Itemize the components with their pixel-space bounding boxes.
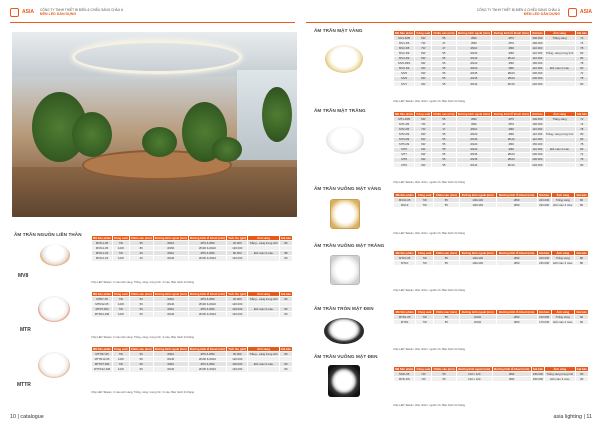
page-number-right: asia lighting | 11 [553,414,592,420]
table-row: MV1F-05 7W 55 130x130 Ø90 220.000 Trắng vàng 80 [394,198,589,203]
spec-table-mv1f: Mã Sản phẩm Công suất Chiều sáo (mm) Đường kính ngoài (mm) Đường kính lỗ khoét (mm) Giá bán Ánh sáng Giá bán MV1F-05 7W 55 130x130 Ø90 220.000 Trắng vàng 80 MV1F 7W 55 130x130 Ø90 230.000 Đổi màu 3 màu 80 [393,192,589,208]
table-row: MV8-2-05 12W 80 Ø150 Ø100 & Ø110 120.000 [92,246,293,251]
table-row: MTTR7-DM 7W 50 Ø110 Ø70 & Ø90 100.000 Đổi màu 3 màu 80 [92,362,293,367]
table-row: MT9 9W 55 Ø144 Ø110 220.000 80 [394,163,589,168]
white-downlight-icon [326,126,364,154]
section-note: Chip LED Taiwan, thân nhôm, nguồn rời. Bảo hành 24 tháng [393,232,465,235]
product-label: MV8 [18,273,29,279]
square-gold-downlight-icon [330,199,360,229]
logo-text: ASIA [22,9,34,15]
section-title: ÂM TRẦN TRÒN MẶT ĐEN [314,306,374,311]
table-row: MV8-1-05 7W 55 Ø110 Ø70 & Ø90 30.000 Trắng - vàng trung tính 80 [92,241,293,246]
square-white-downlight-icon [330,255,360,285]
table-row: MV4-D9 9W 55 Ø140 Ø110 110.000 80 [394,56,589,61]
table-row: MT1-D05 5W 55 Ø90 Ø70 100.000 Trắng vàng 72 [394,117,589,122]
table-row: MV1F 7W 55 130x130 Ø90 230.000 Đổi màu 3 màu 80 [394,203,589,208]
spec-table-mt: Mã Sản phẩm Công suất Chiều sáo (mm) Đường kính ngoài (mm) Đường kính lỗ khoét (mm) Giá bán Ánh sáng Giá bán MT1-D05 5W 55 Ø90 Ø70 100.000 Trắng vàng 72 MT1-D5 7W 47 Ø90 Ø76 100.000 72 MT2-D5 7W 47 Ø110 Ø90 110.000 78 MT2-D9 9W 55 Ø120 Ø90 110.000 Trắng, vàng trung tính 80 MT4-D9 9W 55 Ø140 Ø110 110.000 80 MT5-D9 9W 55 Ø120 Ø90 150.000 78 MT6 9W 55 Ø120 Ø90 110.000 Đổi màu 3 màu 80 MT7 9W 55 Ø135 Ø100 200.000 72 MT8 9W 55 Ø135 Ø100 200.000 78 MT9 9W 55 Ø144 Ø110 220.000 80 [395,111,587,167]
section-note: Chip LED Taiwan, thân nhôm, nguồn rời. Bảo hành 24 tháng [393,289,465,292]
downlight-icon [38,296,70,322]
product-note: Chip LED Taiwan. 3 màu ánh sáng: Trắng, vàng, trung tính. 3 màu, Bảo hành 24 tháng [91,281,195,284]
section-note: Chip LED Taiwan, thân nhôm, nguồn rời. Bảo hành 24 tháng [393,348,465,351]
page-number-left: 10 | catalogue [10,414,44,420]
black-round-downlight-icon [324,318,364,344]
table-row: MV1-D6 7W 47 Ø90 Ø76 300.000 72 [394,41,589,46]
table-row: MT4-D9 9W 55 Ø140 Ø110 110.000 80 [394,137,589,142]
downlight-icon [38,352,70,378]
logo-text: ASIA [580,9,592,15]
table-row: MV6-D9 9W 55 Ø120 Ø90 110.000 Đổi màu 3 màu 80 [394,66,589,71]
spec-table-mt1f: Mã Sản phẩm Công suất Chiều sáo (mm) Đường kính ngoài (mm) Đường kính lỗ khoét (mm) Giá bán Ánh sáng Giá bán MT1F-05 7W 55 130x130 Ø90 220.000 Trắng vàng 80 MT1F 7W 55 130x130 Ø90 230.000 Đổi màu 3 màu 80 [393,250,589,266]
section-note: Chip LED Taiwan, thân nhôm, nguồn rời. Bảo hành 24 tháng [393,100,465,103]
table-row: MVD-DS 7W 55 120 x 120 Ø90 180.000 Đổi màu 3 màu 80 [394,377,589,382]
brand-logo [10,8,34,17]
right-page [300,0,600,425]
black-square-downlight-icon [328,365,360,397]
section-title: ÂM TRẦN MẶT TRẮNG [314,108,366,113]
table-row: MV7 9W 55 Ø144 Ø110 220.000 80 [394,82,589,87]
product-label: MTTR [17,382,31,388]
table-row: MTR7-DM 7W 50 Ø110 Ø70 & Ø90 100.000 Đổi màu 3 màu 80 [92,307,293,312]
section-note: Chip LED Taiwan, thân nhôm, nguồn rời. Bảo hành 24 tháng [393,181,465,184]
table-row: MV2-D5 7W 47 Ø110 Ø90 110.000 78 [394,46,589,51]
section-title: ÂM TRẦN NGUỒN LIỀN THÂN [14,232,82,237]
page-header [40,8,123,16]
table-row: MT8 9W 55 Ø135 Ø100 200.000 78 [394,157,589,162]
table-row: MTR7-05 7W 50 Ø110 Ø70 & Ø90 30.000 Trắng - vàng trung tính 80 [92,297,293,302]
table-row: MV6 9W 55 Ø135 Ø100 200.000 78 [394,76,589,81]
table-row: MV5 9W 55 Ø135 Ø100 200.000 72 [394,71,589,76]
section-title: ÂM TRẦN MẶT VÀNG [314,28,363,33]
table-row: MV8-1-04 7W 46 Ø110 Ø70 & Ø90 80.000 Đổi màu 3 màu 88 [92,251,293,256]
table-row: MT2-D9 9W 55 Ø120 Ø90 110.000 Trắng, vàng trung tính 80 [394,132,589,137]
gold-downlight-icon [325,45,363,73]
spec-table-mttr: Mã Sản phẩm Công suất Chiều sáo (mm) Đường kính ngoài (mm) Đường kính lỗ khoét (mm) Tuổi thọ (giờ) Ánh sáng Giá bán MTTR7-05 7W 50 Ø110 Ø70 & Ø90 30.000 Trắng - vàng trung tính 80 MTTR12-05 12W 50 Ø140 Ø100 & Ø110 120.000 MTTR7-DM 7W 50 Ø110 Ø70 & Ø90 100.000 Đổi màu 3 màu 80 MTTR12-DM 12W 50 Ø140 Ø100 & Ø110 120.000 80 [93,346,292,371]
table-row: MV8-2-04 12W 40 Ø140 Ø100 & Ø110 120.000 80 [92,256,293,261]
section-title: ÂM TRẦN VUÔNG MẶT TRẮNG [314,243,385,248]
table-row: MT1F 7W 55 130x130 Ø90 230.000 Đổi màu 3 màu 80 [394,261,589,266]
brand-logo [568,8,592,17]
table-row: MV5-D9S 9W 55 Ø120 Ø90 150.000 78 [394,61,589,66]
table-row: MTR12-DM 12W 50 Ø140 Ø100 & Ø110 120.000 80 [92,312,293,317]
spec-table-mv: Mã Sản phẩm Công suất Chiều sáo (mm) Đường kính ngoài (mm) Đường kính lỗ khoét (mm) Giá bán Ánh sáng Giá bán MV1-D05 5W 55 Ø90 Ø70 300.000 Trắng vàng 72 MV1-D6 7W 47 Ø90 Ø76 300.000 72 MV2-D5 7W 47 Ø110 Ø90 110.000 78 MV2-D9 9W 55 Ø120 Ø90 110.000 Trắng, vàng trung tính 80 MV4-D9 9W 55 Ø140 Ø110 110.000 80 MV5-D9S 9W 55 Ø120 Ø90 150.000 78 MV6-D9 9W 55 Ø120 Ø90 110.000 Đổi màu 3 màu 80 MV5 9W 55 Ø135 Ø100 200.000 72 MV6 9W 55 Ø135 Ø100 200.000 78 MV7 9W 55 Ø144 Ø110 220.000 80 [395,30,587,86]
table-row: MTD1-05 7W 55 Ø132 Ø90 140.000 Trắng vàng 60 [394,315,589,320]
product-label: MTR [20,327,31,333]
spec-table-mtd: Mã Sản phẩm Công suất Chiều sáo (mm) Đường kính ngoài (mm) Đường kính lỗ khoét (mm) Giá bán Ánh sáng Giá bán MTD1-05 7W 55 Ø132 Ø90 140.000 Trắng vàng 60 MTD1 7W 55 Ø132 Ø90 170.000 Đổi màu 3 màu 60 [393,309,589,325]
section-title: ÂM TRẦN VUÔNG MẶT VÀNG [314,186,382,191]
page-header [477,8,560,16]
logo-mark-icon [568,8,577,17]
product-line: ĐÈN LED DÂN DỤNG [40,12,77,16]
header-divider [306,22,592,23]
table-row: MVD-05 7W 55 120 x 120 Ø90 180.000 Trắng vàng trung tính 80 [394,372,589,377]
section-note: Chip LED Taiwan, thân nhôm, nguồn rời. Bảo hành 24 tháng [393,404,465,407]
table-row: MTTR12-DM 12W 50 Ø140 Ø100 & Ø110 120.000 80 [92,367,293,372]
logo-mark-icon [10,8,19,17]
product-note: Chip LED Taiwan. 3 màu ánh sáng: Trắng, vàng, trung tính, 3 màu, Bảo hành 24 tháng [91,391,195,394]
table-row: MT1F-05 7W 55 130x130 Ø90 220.000 Trắng vàng 80 [394,256,589,261]
table-row: MT5-D9 9W 55 Ø120 Ø90 150.000 78 [394,142,589,147]
table-row: MTTR7-05 7W 50 Ø110 Ø70 & Ø90 30.000 Trắng - vàng trung tính 80 [92,352,293,357]
table-row: MV2-D9 9W 55 Ø120 Ø90 110.000 Trắng, vàng trung tính 80 [394,51,589,56]
spec-table-mtr: Mã Sản phẩm Công suất Chiều sáo (mm) Đường kính ngoài (mm) Đường kính lỗ khoét (mm) Tuổi thọ (giờ) Ánh sáng Giá bán MTR7-05 7W 50 Ø110 Ø70 & Ø90 30.000 Trắng - vàng trung tính 80 MTR12-05 12W 50 Ø140 Ø100 & Ø110 120.000 MTR7-DM 7W 50 Ø110 Ø70 & Ø90 100.000 Đổi màu 3 màu 80 MTR12-DM 12W 50 Ø140 Ø100 & Ø110 120.000 80 [93,291,292,316]
product-note: Chip LED Taiwan. 3 màu ánh sáng: Trắng, vàng, trung tính, 3 màu, Bảo hành 24 tháng [91,336,195,339]
company-name: CÔNG TY TNHH THIẾT BỊ ĐIỆN & CHIẾU SÁNG CHÂU Á [476,8,560,12]
table-row: MT1-D5 7W 47 Ø90 Ø76 100.000 72 [394,122,589,127]
product-line: ĐÈN LED DÂN DỤNG [523,12,560,16]
table-row: MTTR12-05 12W 50 Ø140 Ø100 & Ø110 120.000 [92,357,293,362]
table-row: MT2-D5 7W 47 Ø110 Ø90 110.000 78 [394,127,589,132]
section-title: ÂM TRẦN VUÔNG MẶT ĐEN [314,354,378,359]
table-row: MTD1 7W 55 Ø132 Ø90 170.000 Đổi màu 3 màu 60 [394,320,589,325]
table-row: MT7 9W 55 Ø135 Ø100 200.000 72 [394,152,589,157]
downlight-icon [40,244,70,266]
spec-table-mvd: Mã Sản phẩm Công suất Chiều sáo (mm) Đường kính ngoài (mm) Đường kính lỗ khoét (mm) Giá bán Ánh sáng Giá bán MVD-05 7W 55 120 x 120 Ø90 180.000 Trắng vàng trung tính 80 MVD-DS 7W 55 120 x 120 Ø90 180.000 Đổi màu 3 màu 80 [395,366,587,381]
interior-photo [12,32,297,217]
company-name: CÔNG TY TNHH THIẾT BỊ ĐIỆN & CHIẾU SÁNG CHÂU Á [40,8,124,12]
spec-table-mv8: Mã Sản phẩm Công suất Chiều sáo (mm) Đường kính ngoài (mm) Đường kính lỗ khoét (mm) Tuổi thọ (giờ) Ánh sáng Giá bán MV8-1-05 7W 55 Ø110 Ø70 & Ø90 30.000 Trắng - vàng trung tính 80 MV8-2-05 12W 80 Ø150 Ø100 & Ø110 120.000 MV8-1-04 7W 46 Ø110 Ø70 & Ø90 80.000 Đổi màu 3 màu 88 MV8-2-04 12W 40 Ø140 Ø100 & Ø110 120.000 80 [93,235,292,260]
header-divider [10,22,295,23]
table-row: MTR12-05 12W 50 Ø140 Ø100 & Ø110 120.000 [92,302,293,307]
table-row: MT6 9W 55 Ø120 Ø90 110.000 Đổi màu 3 màu 80 [394,147,589,152]
table-row: MV1-D05 5W 55 Ø90 Ø70 300.000 Trắng vàng 72 [394,36,589,41]
